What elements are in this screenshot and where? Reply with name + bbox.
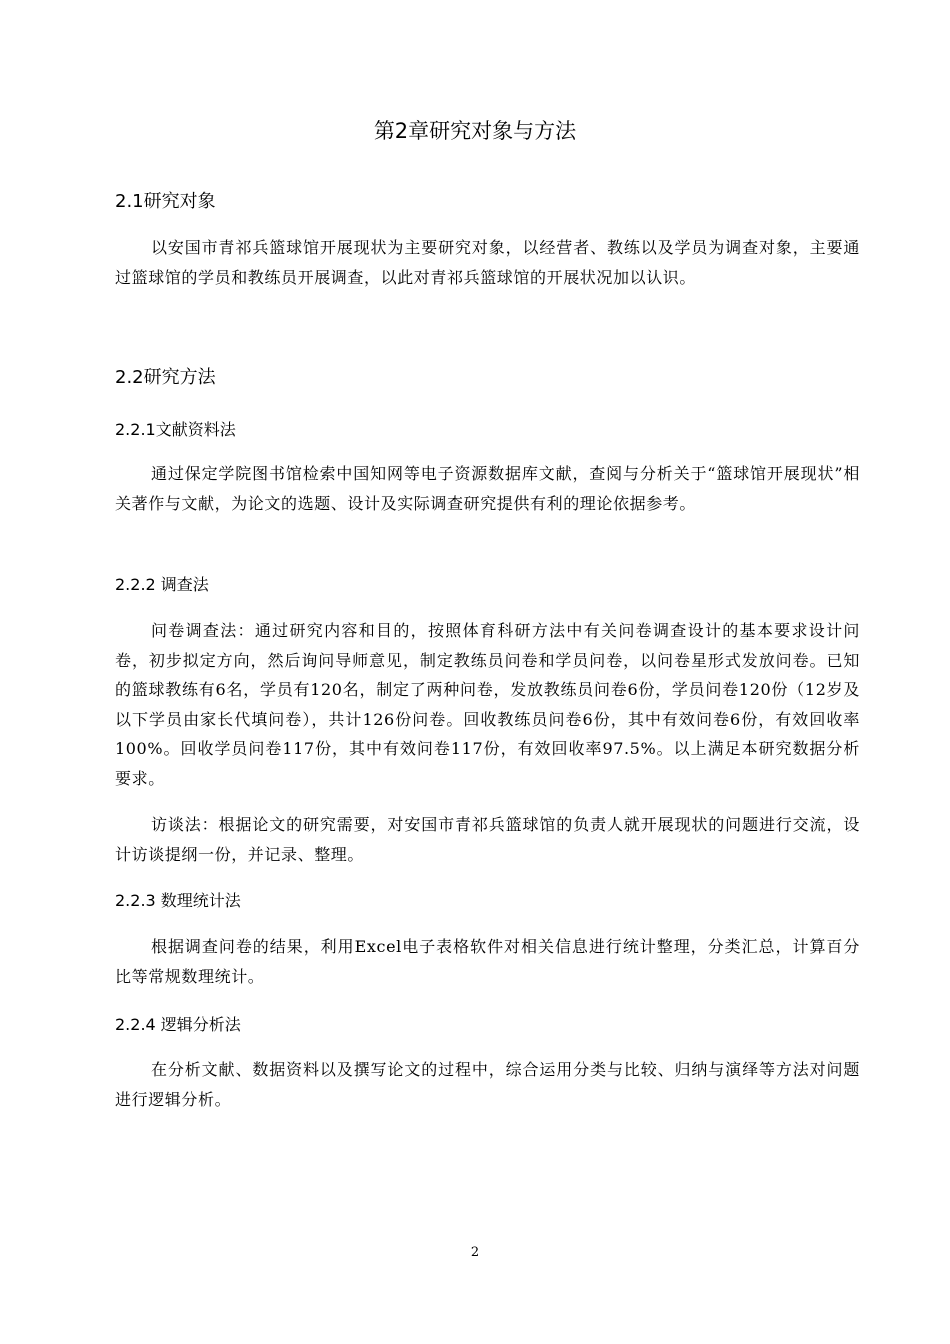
section-2-1-paragraph: 以安国市青祁兵篮球馆开展现状为主要研究对象，以经营者、教练以及学员为调查对象，主要通过篮球馆的学员和教练员开展调查，以此对青祁兵篮球馆的开展状况加以认识。 <box>115 238 860 287</box>
chapter-title: 第2章研究对象与方法 <box>373 119 577 143</box>
section-2-2-1-paragraph: 通过保定学院图书馆检索中国知网等电子资源数据库文献，查阅与分析关于“篮球馆开展现状”相关著作与文献，为论文的选题、设计及实际调查研究提供有利的理论依据参考。 <box>115 464 860 513</box>
section-2-2-3-paragraph: 根据调查问卷的结果，利用Excel电子表格软件对相关信息进行统计整理，分类汇总，计算百分比等常规数理统计。 <box>115 937 860 986</box>
section-heading-2-2-2: 2.2.2 调查法 <box>115 575 209 594</box>
section-2-2-2-paragraph-interview: 访谈法：根据论文的研究需要，对安国市青祁兵篮球馆的负责人就开展现状的问题进行交流，设计访谈提纲一份，并记录、整理。 <box>115 815 860 864</box>
section-2-2-4-paragraph: 在分析文献、数据资料以及撰写论文的过程中，综合运用分类与比较、归纳与演绎等方法对问题进行逻辑分析。 <box>115 1060 860 1109</box>
section-heading-2-2-1: 2.2.1文献资料法 <box>115 420 236 439</box>
section-heading-2-1: 2.1研究对象 <box>115 191 216 212</box>
section-heading-2-2-3: 2.2.3 数理统计法 <box>115 891 241 910</box>
section-2-2-2-paragraph-questionnaire: 问卷调查法：通过研究内容和目的，按照体育科研方法中有关问卷调查设计的基本要求设计问卷，初步拟定方向，然后询问导师意见，制定教练员问卷和学员问卷，以问卷星形式发放问卷。已知的篮球教练有6名，学员有120名，制定了两种问卷，发放教练员问卷6份，学员问卷120份（12岁及以下学员由家长代填问卷），共计126份问卷。回收教练员问卷6份，其中有效问卷6份，有效回收率100%。回收学员问卷117份，其中有效问卷117份，有效回收率97.5%。以上满足本研究数据分析要求。 <box>115 621 860 788</box>
section-heading-2-2-4: 2.2.4 逻辑分析法 <box>115 1015 241 1034</box>
page-number: 2 <box>470 1245 480 1260</box>
section-heading-2-2: 2.2研究方法 <box>115 367 216 388</box>
